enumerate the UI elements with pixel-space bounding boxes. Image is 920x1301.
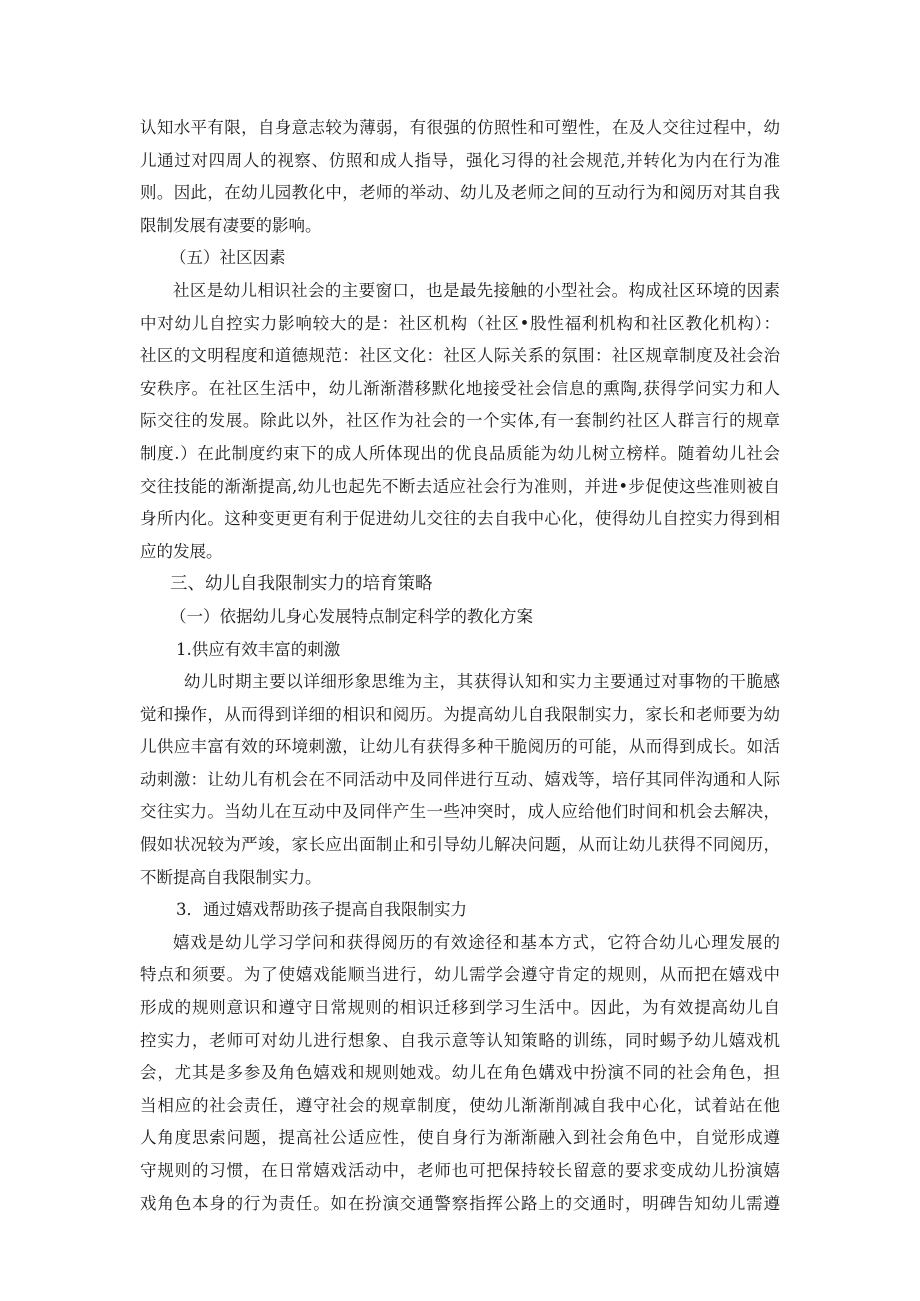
text-line: 控实力，老师可对幼儿进行想象、自我示意等认知策略的训练，同时蜴予幼儿嬉戏机: [140, 1030, 780, 1050]
text-line: 幼儿时期主要以详细形象思维为主，其获得认知和实力主要通过对事物的干脆感: [184, 672, 780, 692]
item-heading: 3．通过嬉戏帮助孩子提高自我限制实力: [176, 900, 467, 920]
text-line: 儿通过对四周人的视察、仿照和成人指导，强化习得的社会规范,并转化为内在行为准: [140, 150, 780, 170]
text-line: 会，尤其是多参及角色嬉戏和规则她戏。幼儿在角色媾戏中扮演不同的社会角色，担: [140, 1063, 780, 1083]
text-line: 社区是幼儿相识社会的主要窗口，也是最先接触的小型社会。构成社区环境的因素: [173, 280, 780, 300]
text-line: 则。因此，在幼儿园教化中，老师的举动、幼儿及老师之间的互动行为和阅历对其自我: [140, 183, 780, 203]
text-line: 制度.）在此制度约束下的成人所体现出的优良品质能为幼儿树立榜样。随着幼儿社会: [140, 443, 780, 463]
text-line: 特点和须要。为了使嬉戏能顺当进行，幼儿需学会遵守肯定的规则，从而把在嬉戏中: [140, 965, 780, 985]
text-line: 动刺激：让幼儿有机会在不同活动中及同伴进行互动、嬉戏等，培仔其同伴沟通和人际: [140, 769, 780, 789]
paragraph: [140, 927, 780, 1220]
paragraph: [140, 112, 780, 242]
text-line: 交往技能的渐渐提高,幼儿也起先不断去适应社会行为准则，并进•步促使这些准则被自: [140, 476, 780, 496]
subheading-community-factors: （五）社区因素: [170, 248, 286, 268]
text-line: 嬉戏是幼儿学习学问和获得阅历的有效途径和基本方式，它符合幼儿心理发展的: [173, 932, 780, 952]
text-line: 当相应的社会责任，遵守社会的规章制度，使幼儿渐渐削减自我中心化，试着站在他: [140, 1095, 780, 1115]
text-line: 身所内化。这种变更更有利于促进幼儿交往的去自我中心化，使得幼儿自控实力得到相: [140, 509, 780, 529]
text-line: 戏角色本身的行为责任。如在扮演交通警察指挥公路上的交通时，明碑告知幼儿需遵: [140, 1193, 780, 1213]
item-heading: 1.供应有效丰富的刺激: [176, 639, 341, 659]
text-line: 应的发展。: [140, 541, 223, 561]
text-line: 假如状况较为严竣，家长应出面制止和引导幼儿解决问题，从而让幼儿获得不同阅历，: [140, 835, 780, 855]
document-page: [140, 112, 780, 1220]
text-line: 中对幼儿自控实力影响较大的是：社区机构（社区•股性福利机构和社区教化机构）：: [140, 313, 780, 333]
subheading: （一）依据幼儿身心发展特点制定科学的教化方案: [170, 606, 533, 626]
section-heading: 三、幼儿自我限制实力的培育策略: [170, 574, 433, 595]
text-line: 人角度思索问题，提高社公适应性，使自身行为渐渐融入到社会角色中，自觉形成遵: [140, 1128, 780, 1148]
text-line: 觉和操作，从而得到详细的相识和阅历。为提高幼儿自我限制实力，家长和老师要为幼: [140, 704, 780, 724]
text-line: 儿供应丰富有效的环境刺激，让幼儿有获得多种干脆阅历的可能，从而得到成长。如活: [140, 737, 780, 757]
text-line: 不断提高自我限制实力。: [140, 867, 322, 887]
text-line: 守规则的习惯，在日常嬉戏活动中，老师也可把保持较长留意的要求变成幼儿扮演嬉: [140, 1161, 780, 1180]
paragraph: [140, 666, 780, 894]
text-line: 交往实力。当幼儿在互动中及同伴产生一些冲突时，成人应给他们时间和机会去解决，: [140, 802, 780, 822]
paragraph: [140, 275, 780, 568]
text-line: 形成的规则意识和遵守日常规则的相识迁移到学习生活中。因此，为有效提高幼儿自: [140, 998, 780, 1018]
text-line: 认知水平有限，自身意志较为薄弱，有很强的仿照性和可塑性，在及人交往过程中，幼: [140, 118, 780, 137]
text-line: 际交往的发展。除此以外，社区作为社会的一个实体,有一套制约社区人群言行的规章: [140, 411, 780, 431]
text-line: 安秩序。在社区生活中，幼儿渐渐潜移默化地接受社会信息的熏陶,获得学问实力和人: [140, 378, 780, 398]
text-line: 社区的文明程度和道德规范：社区文化：社区人际关系的氛围：社区规章制度及社会治: [140, 346, 780, 366]
text-line: 限制发展有凄要的影响。: [140, 215, 322, 235]
